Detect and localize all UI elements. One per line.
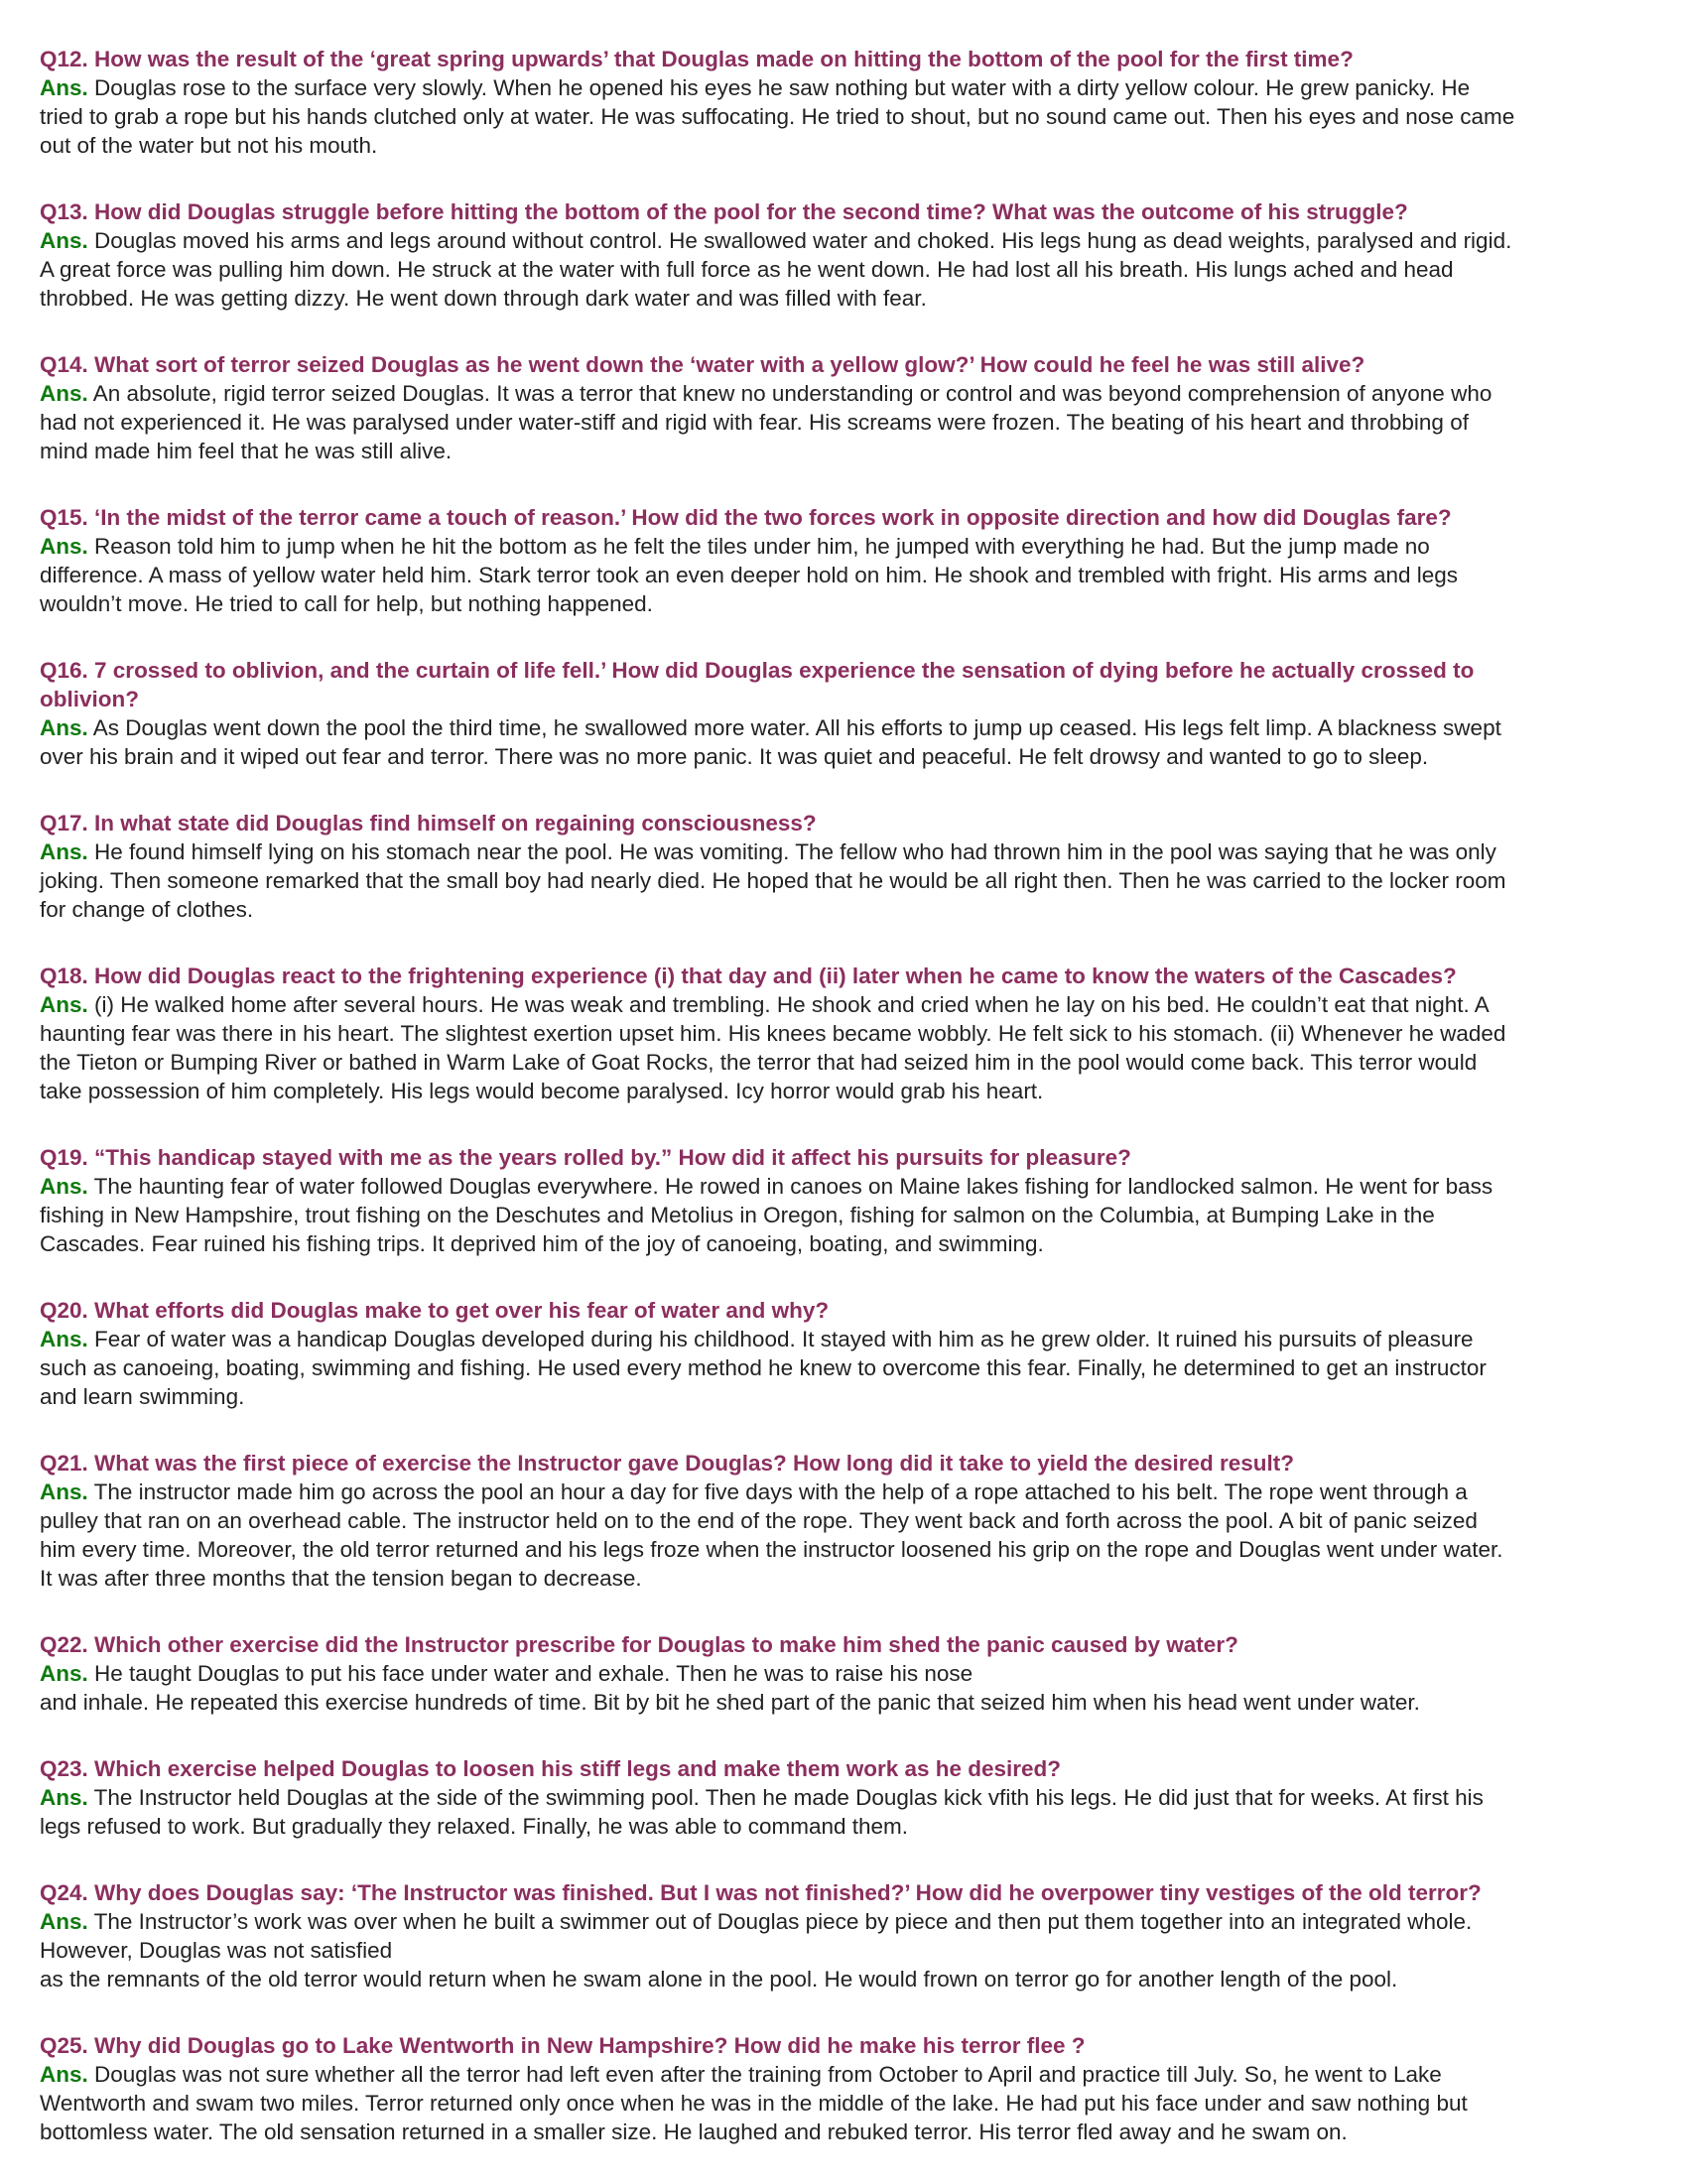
question-text: Q12. How was the result of the ‘great spring upwards’ that Douglas made on hitting the bottom of the pool for the first time? bbox=[40, 47, 1354, 71]
question-text: Q20. What efforts did Douglas make to get over his fear of water and why? bbox=[40, 1298, 830, 1323]
qa-block bbox=[40, 656, 1667, 771]
answer-label: Ans. bbox=[40, 2062, 88, 2087]
answer-text: It was after three months that the tension began to decrease. bbox=[40, 1566, 642, 1591]
answer-line bbox=[40, 1936, 1667, 1965]
answer-text: haunting fear was there in his heart. The slightest exertion upset him. His knees became wobbly. He felt sick to his stomach. (ii) Whenever he waded bbox=[40, 1021, 1506, 1046]
answer-text: joking. Then someone remarked that the small boy had nearly died. He hoped that he would be all right then. Then he was carried to the locker room bbox=[40, 868, 1506, 893]
answer-text: Douglas rose to the surface very slowly. When he opened his eyes he saw nothing but water with a dirty yellow colour. He grew panicky. He bbox=[94, 75, 1471, 100]
qa-block bbox=[40, 1296, 1667, 1411]
answer-line bbox=[40, 1353, 1667, 1382]
answer-line bbox=[40, 408, 1667, 437]
answer-line bbox=[40, 1965, 1667, 1993]
answer-label: Ans. bbox=[40, 1327, 88, 1351]
answer-line bbox=[40, 1048, 1667, 1077]
answer-text: The instructor made him go across the pool an hour a day for five days with the help of a rope attached to his belt. The rope went through a bbox=[93, 1479, 1468, 1504]
answer-line bbox=[40, 131, 1667, 160]
answer-text: difference. A mass of yellow water held him. Stark terror took an even deeper hold on him. He shook and trembled with fright. His arms and legs bbox=[40, 563, 1459, 587]
answer-line bbox=[40, 2060, 1667, 2089]
answer-text: and learn swimming. bbox=[40, 1384, 245, 1409]
answer-label: Ans. bbox=[40, 1661, 88, 1686]
qa-block bbox=[40, 2031, 1667, 2146]
question-text: Q23. Which exercise helped Douglas to loosen his stiff legs and make them work as he desired? bbox=[40, 1756, 1062, 1781]
answer-line bbox=[40, 1783, 1667, 1812]
answer-line bbox=[40, 1535, 1667, 1564]
answer-text: fishing in New Hampshire, trout fishing on the Deschutes and Metolius in Oregon, fishing for salmon on the Columbia, at Bumping Lake in the bbox=[40, 1203, 1435, 1227]
answer-line bbox=[40, 1688, 1667, 1717]
answer-text: throbbed. He was getting dizzy. He went down through dark water and was filled with fear. bbox=[40, 286, 927, 311]
answer-line bbox=[40, 73, 1667, 102]
answer-label: Ans. bbox=[40, 534, 88, 559]
answer-text: him every time. Moreover, the old terror returned and his legs froze when the instructor loosened his grip on the rope and Douglas went under water. bbox=[40, 1537, 1503, 1562]
answer-line bbox=[40, 102, 1667, 131]
answer-text: Reason told him to jump when he hit the bottom as he felt the tiles under him, he jumped with everything he had. But the jump made no bbox=[94, 534, 1430, 559]
question-text: Q14. What sort of terror seized Douglas as he went down the ‘water with a yellow glow?’ How could he feel he was still alive? bbox=[40, 352, 1365, 377]
question-text: Q22. Which other exercise did the Instructor prescribe for Douglas to make him shed the panic caused by water? bbox=[40, 1632, 1238, 1657]
qa-block bbox=[40, 1630, 1667, 1717]
answer-line bbox=[40, 589, 1667, 618]
answer-line bbox=[40, 2118, 1667, 2146]
answer-line bbox=[40, 226, 1667, 255]
answer-line bbox=[40, 1477, 1667, 1506]
answer-line bbox=[40, 990, 1667, 1019]
answer-line bbox=[40, 1907, 1667, 1936]
qa-block bbox=[40, 1878, 1667, 1993]
answer-text: He taught Douglas to put his face under water and exhale. Then he was to raise his nose bbox=[94, 1661, 973, 1686]
answer-line bbox=[40, 1659, 1667, 1688]
answer-label: Ans. bbox=[40, 839, 88, 864]
answer-text: The Instructor held Douglas at the side of the swimming pool. Then he made Douglas kick vfith his legs. He did just that for weeks. At first his bbox=[93, 1785, 1484, 1810]
answer-line bbox=[40, 284, 1667, 313]
answer-text: A great force was pulling him down. He struck at the water with full force as he went down. He had lost all his breath. His lungs ached and head bbox=[40, 257, 1454, 282]
answer-label: Ans. bbox=[40, 1909, 88, 1934]
answer-line bbox=[40, 1812, 1667, 1841]
answer-text: legs refused to work. But gradually they relaxed. Finally, he was able to command them. bbox=[40, 1814, 909, 1839]
question-text: Q18. How did Douglas react to the frightening experience (i) that day and (ii) later when he came to know the waters of the Cascades? bbox=[40, 964, 1457, 988]
answer-line bbox=[40, 2089, 1667, 2118]
answer-line bbox=[40, 1172, 1667, 1201]
answer-label: Ans. bbox=[40, 1174, 88, 1199]
qa-block bbox=[40, 1754, 1667, 1841]
qa-block bbox=[40, 350, 1667, 465]
answer-text: the Tieton or Bumping River or bathed in Warm Lake of Goat Rocks, the terror that had seized him in the pool would come back. This terror would bbox=[40, 1050, 1478, 1075]
answer-text: The haunting fear of water followed Douglas everywhere. He rowed in canoes on Maine lakes fishing for landlocked salmon. He went for bass bbox=[93, 1174, 1493, 1199]
answer-line bbox=[40, 1325, 1667, 1353]
question-text: Q15. ‘In the midst of the terror came a touch of reason.’ How did the two forces work in opposite direction and how did Douglas fare? bbox=[40, 505, 1452, 530]
qa-document bbox=[40, 45, 1667, 2184]
answer-text: as the remnants of the old terror would return when he swam alone in the pool. He would frown on terror go for another length of the pool. bbox=[40, 1967, 1398, 1991]
answer-text: over his brain and it wiped out fear and terror. There was no more panic. It was quiet and peaceful. He felt drowsy and wanted to go to sleep. bbox=[40, 744, 1429, 769]
qa-block bbox=[40, 45, 1667, 160]
answer-text: such as canoeing, boating, swimming and fishing. He used every method he knew to overcome this fear. Finally, he determined to get an instructor bbox=[40, 1355, 1487, 1380]
qa-block bbox=[40, 1143, 1667, 1258]
answer-line bbox=[40, 1077, 1667, 1105]
question-text: Q25. Why did Douglas go to Lake Wentworth in New Hampshire? How did he make his terror flee ? bbox=[40, 2033, 1086, 2058]
answer-text: take possession of him completely. His legs would become paralysed. Icy horror would grab his heart. bbox=[40, 1079, 1044, 1103]
question-text: oblivion? bbox=[40, 687, 139, 711]
answer-text: He found himself lying on his stomach near the pool. He was vomiting. The fellow who had thrown him in the pool was saying that he was only bbox=[94, 839, 1496, 864]
answer-text: bottomless water. The old sensation returned in a smaller size. He laughed and rebuked terror. His terror fled away and he swam on. bbox=[40, 2120, 1348, 2144]
answer-line bbox=[40, 1382, 1667, 1411]
qa-block bbox=[40, 503, 1667, 618]
answer-text: wouldn’t move. He tried to call for help, but nothing happened. bbox=[40, 591, 653, 616]
answer-text: pulley that ran on an overhead cable. The instructor held on to the end of the rope. They went back and forth across the pool. A bit of panic seized bbox=[40, 1508, 1478, 1533]
question-text: Q17. In what state did Douglas find himself on regaining consciousness? bbox=[40, 811, 817, 835]
answer-label: Ans. bbox=[40, 1785, 88, 1810]
qa-block bbox=[40, 962, 1667, 1105]
answer-label: Ans. bbox=[40, 381, 88, 406]
question-text: Q16. 7 crossed to oblivion, and the curtain of life fell.’ How did Douglas experience the sensation of dying before he actually crossed to bbox=[40, 658, 1475, 683]
answer-text: for change of clothes. bbox=[40, 897, 254, 922]
answer-label: Ans. bbox=[40, 992, 88, 1017]
answer-line bbox=[40, 437, 1667, 465]
answer-text: out of the water but not his mouth. bbox=[40, 133, 378, 158]
answer-text: Douglas was not sure whether all the terror had left even after the training from October to April and practice till July. So, he went to Lake bbox=[94, 2062, 1442, 2087]
answer-text: Douglas moved his arms and legs around without control. He swallowed water and choked. His legs hung as dead weights, paralysed and rigid. bbox=[94, 228, 1512, 253]
qa-block bbox=[40, 1449, 1667, 1593]
answer-text: The Instructor’s work was over when he built a swimmer out of Douglas piece by piece and then put them together into an integrated whole. bbox=[93, 1909, 1473, 1934]
answer-text: Wentworth and swam two miles. Terror returned only once when he was in the middle of the lake. He had put his face under and saw nothing but bbox=[40, 2091, 1468, 2116]
answer-line bbox=[40, 866, 1667, 895]
answer-line bbox=[40, 1019, 1667, 1048]
question-text: Q21. What was the first piece of exercise the Instructor gave Douglas? How long did it take to yield the desired result? bbox=[40, 1451, 1295, 1476]
answer-line bbox=[40, 742, 1667, 771]
answer-text: Cascades. Fear ruined his fishing trips. It deprived him of the joy of canoeing, boating, and swimming. bbox=[40, 1231, 1044, 1256]
answer-text: tried to grab a rope but his hands clutched only at water. He was suffocating. He tried to shout, but no sound came out. Then his eyes and nose came bbox=[40, 104, 1515, 129]
answer-line bbox=[40, 1229, 1667, 1258]
answer-text: had not experienced it. He was paralysed under water-stiff and rigid with fear. His screams were frozen. The beating of his heart and throbbing of bbox=[40, 410, 1469, 435]
answer-line bbox=[40, 713, 1667, 742]
answer-line bbox=[40, 1506, 1667, 1535]
answer-line bbox=[40, 561, 1667, 589]
answer-label: Ans. bbox=[40, 75, 88, 100]
answer-text: Fear of water was a handicap Douglas developed during his childhood. It stayed with him as he grew older. It ruined his pursuits of pleasure bbox=[94, 1327, 1474, 1351]
question-text: Q13. How did Douglas struggle before hitting the bottom of the pool for the second time? What was the outcome of his struggle? bbox=[40, 199, 1408, 224]
qa-block bbox=[40, 809, 1667, 924]
answer-line bbox=[40, 837, 1667, 866]
question-text: Q24. Why does Douglas say: ‘The Instructor was finished. But I was not finished?’ How did he overpower tiny vestiges of the old terror? bbox=[40, 1880, 1482, 1905]
answer-line bbox=[40, 895, 1667, 924]
qa-block bbox=[40, 197, 1667, 313]
answer-text: mind made him feel that he was still alive. bbox=[40, 439, 453, 463]
answer-label: Ans. bbox=[40, 228, 88, 253]
answer-line bbox=[40, 1201, 1667, 1229]
answer-text: However, Douglas was not satisfied bbox=[40, 1938, 393, 1963]
answer-line bbox=[40, 379, 1667, 408]
question-text: Q19. “This handicap stayed with me as the years rolled by.” How did it affect his pursuits for pleasure? bbox=[40, 1145, 1131, 1170]
answer-text: An absolute, rigid terror seized Douglas. It was a terror that knew no understanding or control and was beyond comprehension of anyone who bbox=[92, 381, 1492, 406]
answer-line bbox=[40, 255, 1667, 284]
answer-text: and inhale. He repeated this exercise hundreds of time. Bit by bit he shed part of the panic that seized him when his head went under water. bbox=[40, 1690, 1420, 1715]
answer-line bbox=[40, 1564, 1667, 1593]
answer-text: As Douglas went down the pool the third time, he swallowed more water. All his efforts to jump up ceased. His legs felt limp. A blackness swept bbox=[92, 715, 1501, 740]
answer-label: Ans. bbox=[40, 1479, 88, 1504]
answer-text: (i) He walked home after several hours. He was weak and trembling. He shook and cried when he lay on his bed. He couldn’t eat that night. A bbox=[94, 992, 1490, 1017]
answer-line bbox=[40, 532, 1667, 561]
answer-label: Ans. bbox=[40, 715, 88, 740]
